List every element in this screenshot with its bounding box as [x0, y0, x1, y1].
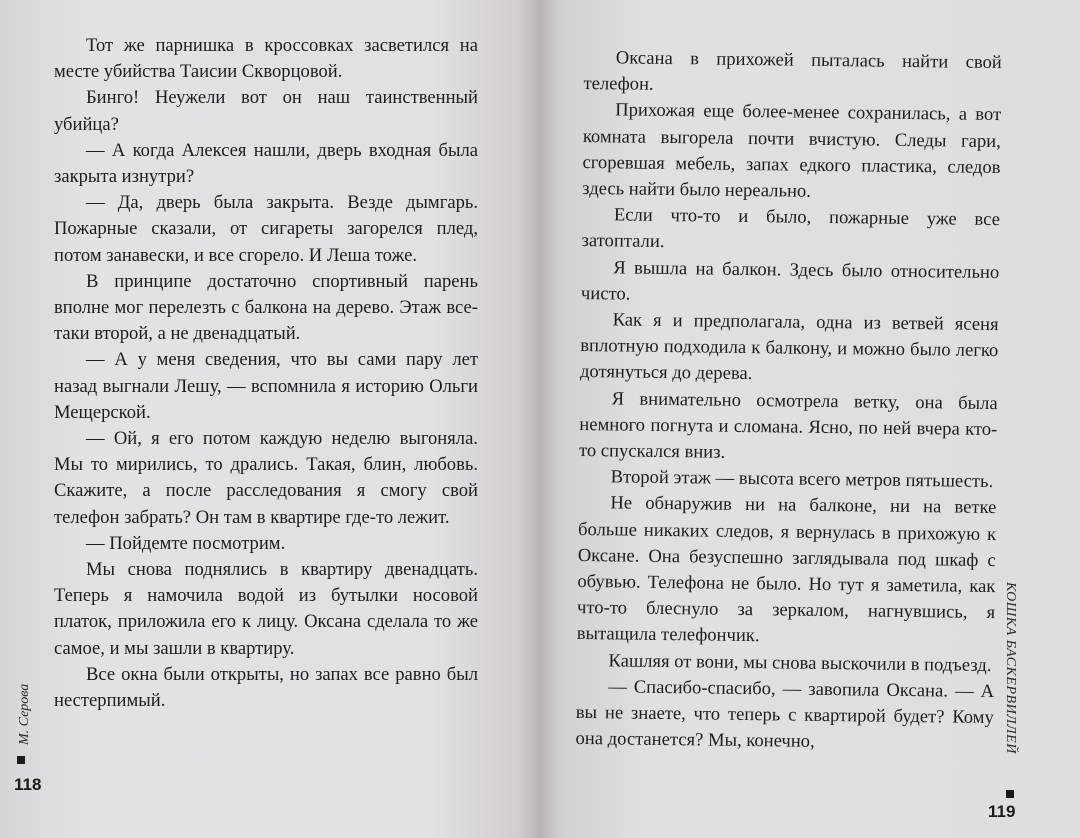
paragraph: Не обнаружив ни на балконе, ни на ветке больше никаких следов, я вернулась в прихожую к Оксане. Она безуспешно заглядывала под шкаф с обувью. Телефона не было. Но тут я заметила, как что-то блеснуло за зеркалом, нагнувшись, я вытащила телефончик. — [576, 492, 997, 647]
paragraph: — А у меня сведения, что вы сами пару лет назад выгнали Лешу, — вспомнила я историю Ольги Мещерской. — [54, 349, 478, 423]
paragraph: Тот же парнишка в кроссовках засветился на месте убийства Таисии Скворцовой. — [54, 35, 478, 83]
paragraph: — Ой, я его потом каждую неделю выгоняла. Мы то мирились, то дрались. Такая, блин, любовь. Скажите, а после расследования я смогу свой телефон забрать? Он там в квартире где-то лежит. — [54, 428, 478, 528]
paragraph: Мы снова поднялись в квартиру двенадцать. Теперь я намочила водой из бутылки носовой платок, приложила его к лицу. Оксана сделала то же самое, и мы зашли в квартиру. — [54, 559, 478, 659]
paragraph: — Пойдемте посмотрим. — [86, 532, 286, 554]
page-number-right: 119 — [988, 802, 1016, 821]
paragraph: Я внимательно осмотрела ветку, она была немного погнута и сломана. Ясно, по ней вчера кто-то спускался вниз. — [578, 388, 998, 463]
paragraph: Я вышла на балкон. Здесь было относительно чисто. — [580, 257, 1000, 305]
paragraph: — Да, дверь была закрыта. Везде дымгарь. Пожарные сказали, от сигареты загорелся плед, потом занавески, и все сгорело. И Леша тоже. — [54, 192, 478, 266]
paragraph: Прихожая еще более-менее сохранилась, а вот комната выгорела почти вчистую. Следы гари, сгоревшая мебель, запах едкого пластика, следов здесь найти было нереально. — [582, 99, 1002, 202]
page-number-left: 118 — [14, 775, 42, 794]
left-page-text — [54, 33, 478, 714]
paragraph: Как я и предполагала, одна из ветвей ясеня вплотную подходила к балкону, и можно было легко дотянуться до дерева. — [579, 309, 999, 385]
running-head-title: КОШКА БАСКЕРВИЛЛЕЙ — [1003, 582, 1018, 754]
left-page — [0, 0, 530, 838]
paragraph: Если что-то и было, пожарные уже все затоптали. — [581, 204, 1001, 253]
paragraph: Все окна были открыты, но запах все равно был нестерпимый. — [54, 663, 478, 712]
paragraph: Оксана в прихожей пыталась найти свой телефон. — [583, 47, 1002, 96]
paragraph: — А когда Алексея нашли, дверь входная была закрыта изнутри? — [54, 139, 478, 188]
right-page-text — [575, 45, 1002, 758]
right-page — [540, 0, 1080, 838]
paragraph: В принципе достаточно спортивный парень вполне мог перелезть с балкона на дерево. Этаж все-таки второй, а не двенадцатый. — [54, 270, 478, 345]
square-marker-icon — [1006, 790, 1014, 798]
square-marker-icon — [17, 756, 25, 764]
paragraph: Кашляя от вони, мы снова выскочили в подъезд. — [608, 650, 992, 676]
paragraph: Бинго! Неужели вот он наш таинственный убийца? — [54, 87, 478, 135]
running-head-author: М. Серова — [17, 683, 32, 745]
paragraph: Второй этаж — высота всего метров пятьшесть. — [610, 466, 994, 493]
paragraph: — Спасибо-спасибо, — завопила Оксана. — А вы не знаете, что теперь с квартирой будет? Кому она достанется? Мы, конечно, — [575, 676, 995, 753]
